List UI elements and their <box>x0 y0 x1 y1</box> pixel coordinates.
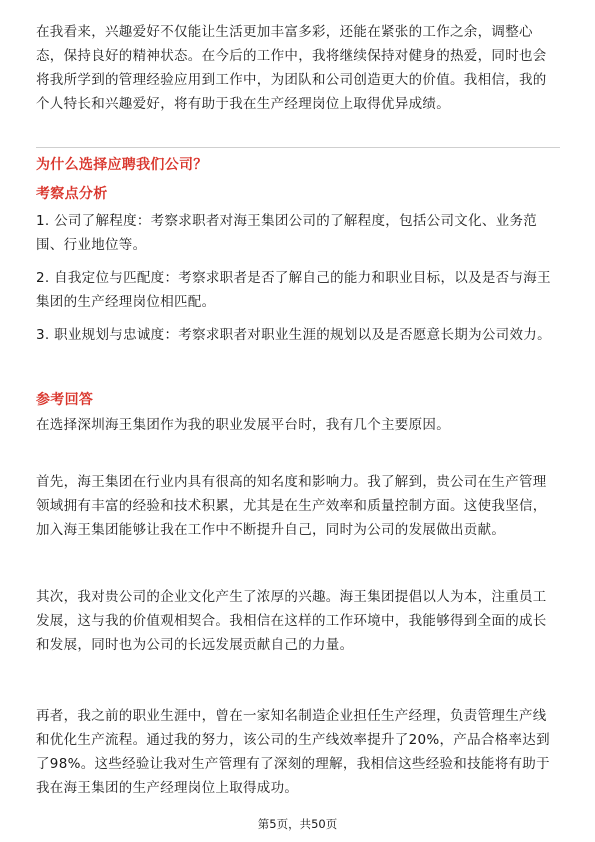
answer-heading: 参考回答 <box>36 392 94 408</box>
analysis-item-2: 2. 自我定位与匹配度：考察求职者是否了解自己的能力和职业目标，以及是否与海王集团的生产经理岗位相匹配。 <box>36 270 551 310</box>
page-number: 第5页，共50页 <box>257 817 338 831</box>
answer-paragraph-2: 首先，海王集团在行业内具有很高的知名度和影响力。我了解到，贵公司在生产管理领域拥有丰富的经验和技术积累，尤其是在生产效率和质量控制方面。这使我坚信，加入海王集团能够让我在工作中不断提升自己，同时为公司的发展做出贡献。 <box>36 474 547 538</box>
analysis-heading: 考察点分析 <box>36 186 108 202</box>
answer-paragraph-3: 其次，我对贵公司的企业文化产生了浓厚的兴趣。海王集团提倡以人为本，注重员工发展，这与我的价值观相契合。我相信在这样的工作环境中，我能够得到全面的成长和发展，同时也为公司的长远发展贡献自己的力量。 <box>36 589 547 653</box>
analysis-item-3: 3. 职业规划与忠诚度：考察求职者对职业生涯的规划以及是否愿意长期为公司效力。 <box>36 327 551 343</box>
answer-paragraph-1: 在选择深圳海王集团作为我的职业发展平台时，我有几个主要原因。 <box>36 417 450 433</box>
intro-paragraph: 在我看来，兴趣爱好不仅能让生活更加丰富多彩，还能在紧张的工作之余，调整心态，保持良好的精神状态。在今后的工作中，我将继续保持对健身的热爱，同时也会将我所学到的管理经验应用到工作中，为团队和公司创造更大的价值。我相信，我的个人特长和兴趣爱好，将有助于我在生产经理岗位上取得优异成绩。 <box>36 24 547 112</box>
interview-question: 为什么选择应聘我们公司？ <box>36 157 208 173</box>
section-divider <box>36 147 560 148</box>
answer-paragraph-4: 再者，我之前的职业生涯中，曾在一家知名制造企业担任生产经理，负责管理生产线和优化生产流程。通过我的努力，该公司的生产线效率提升了20%，产品合格率达到了98%。这些经验让我对生产管理有了深刻的理解，我相信这些经验和技能将有助于我在海王集团的生产经理岗位上取得成功。 <box>36 708 550 796</box>
analysis-item-1: 1. 公司了解程度：考察求职者对海王集团公司的了解程度，包括公司文化、业务范围、行业地位等。 <box>36 213 538 253</box>
